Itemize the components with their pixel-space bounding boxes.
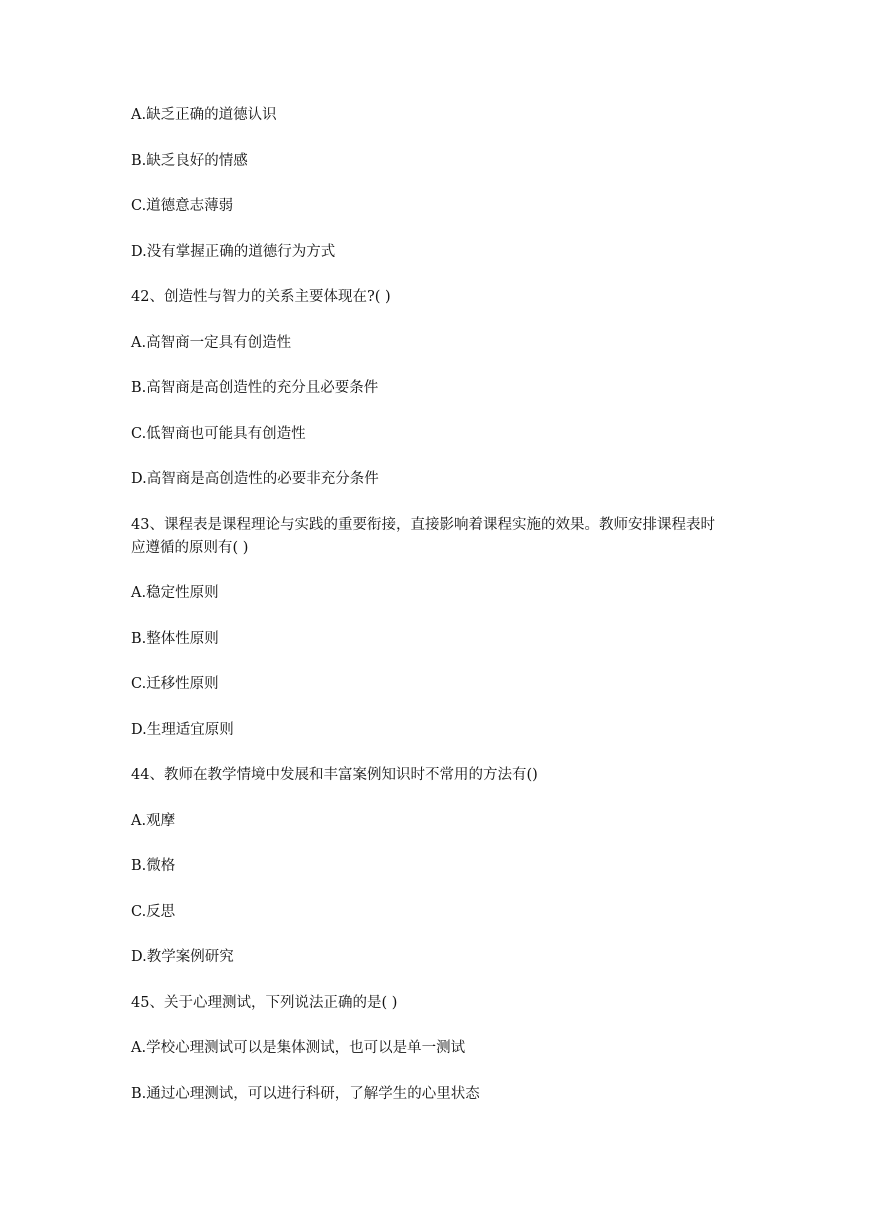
option-line: D.教学案例研究 [131,949,234,965]
question-42: 42、创造性与智力的关系主要体现在?( ) [131,289,391,305]
option-line: C.反思 [131,903,176,920]
option-line: D.生理适宜原则 [131,721,234,738]
question-43-line-1: 43、课程表是课程理论与实践的重要衔接，直接影响着课程实施的效果。教师安排课程表时 [131,516,715,533]
option-line: A.稳定性原则 [131,585,219,601]
option-line: D.高智商是高创造性的必要非充分条件 [131,471,379,487]
option-line: C.低智商也可能具有创造性 [131,425,306,442]
option-line: B.高智商是高创造性的充分且必要条件 [131,380,379,396]
question-44: 44、教师在教学情境中发展和丰富案例知识时不常用的方法有() [131,767,538,783]
option-line: A.观摩 [131,812,176,829]
option-line: A.缺乏正确的道德认识 [131,107,277,123]
option-line: C.迁移性原则 [131,676,219,692]
question-43-line-2: 应遵循的原则有( ) [131,539,249,556]
question-45: 45、关于心理测试，下列说法正确的是( ) [131,994,398,1011]
option-line: B.整体性原则 [131,630,219,647]
option-line: B.通过心理测试，可以进行科研，了解学生的心里状态 [131,1085,480,1102]
option-line: A.高智商一定具有创造性 [131,334,292,351]
option-line: A.学校心理测试可以是集体测试，也可以是单一测试 [131,1040,466,1056]
option-line: D.没有掌握正确的道德行为方式 [131,243,336,260]
option-line: B.缺乏良好的情感 [131,152,248,169]
option-line: C.道德意志薄弱 [131,198,234,214]
document-body [131,104,751,1106]
option-line: B.微格 [131,858,176,874]
